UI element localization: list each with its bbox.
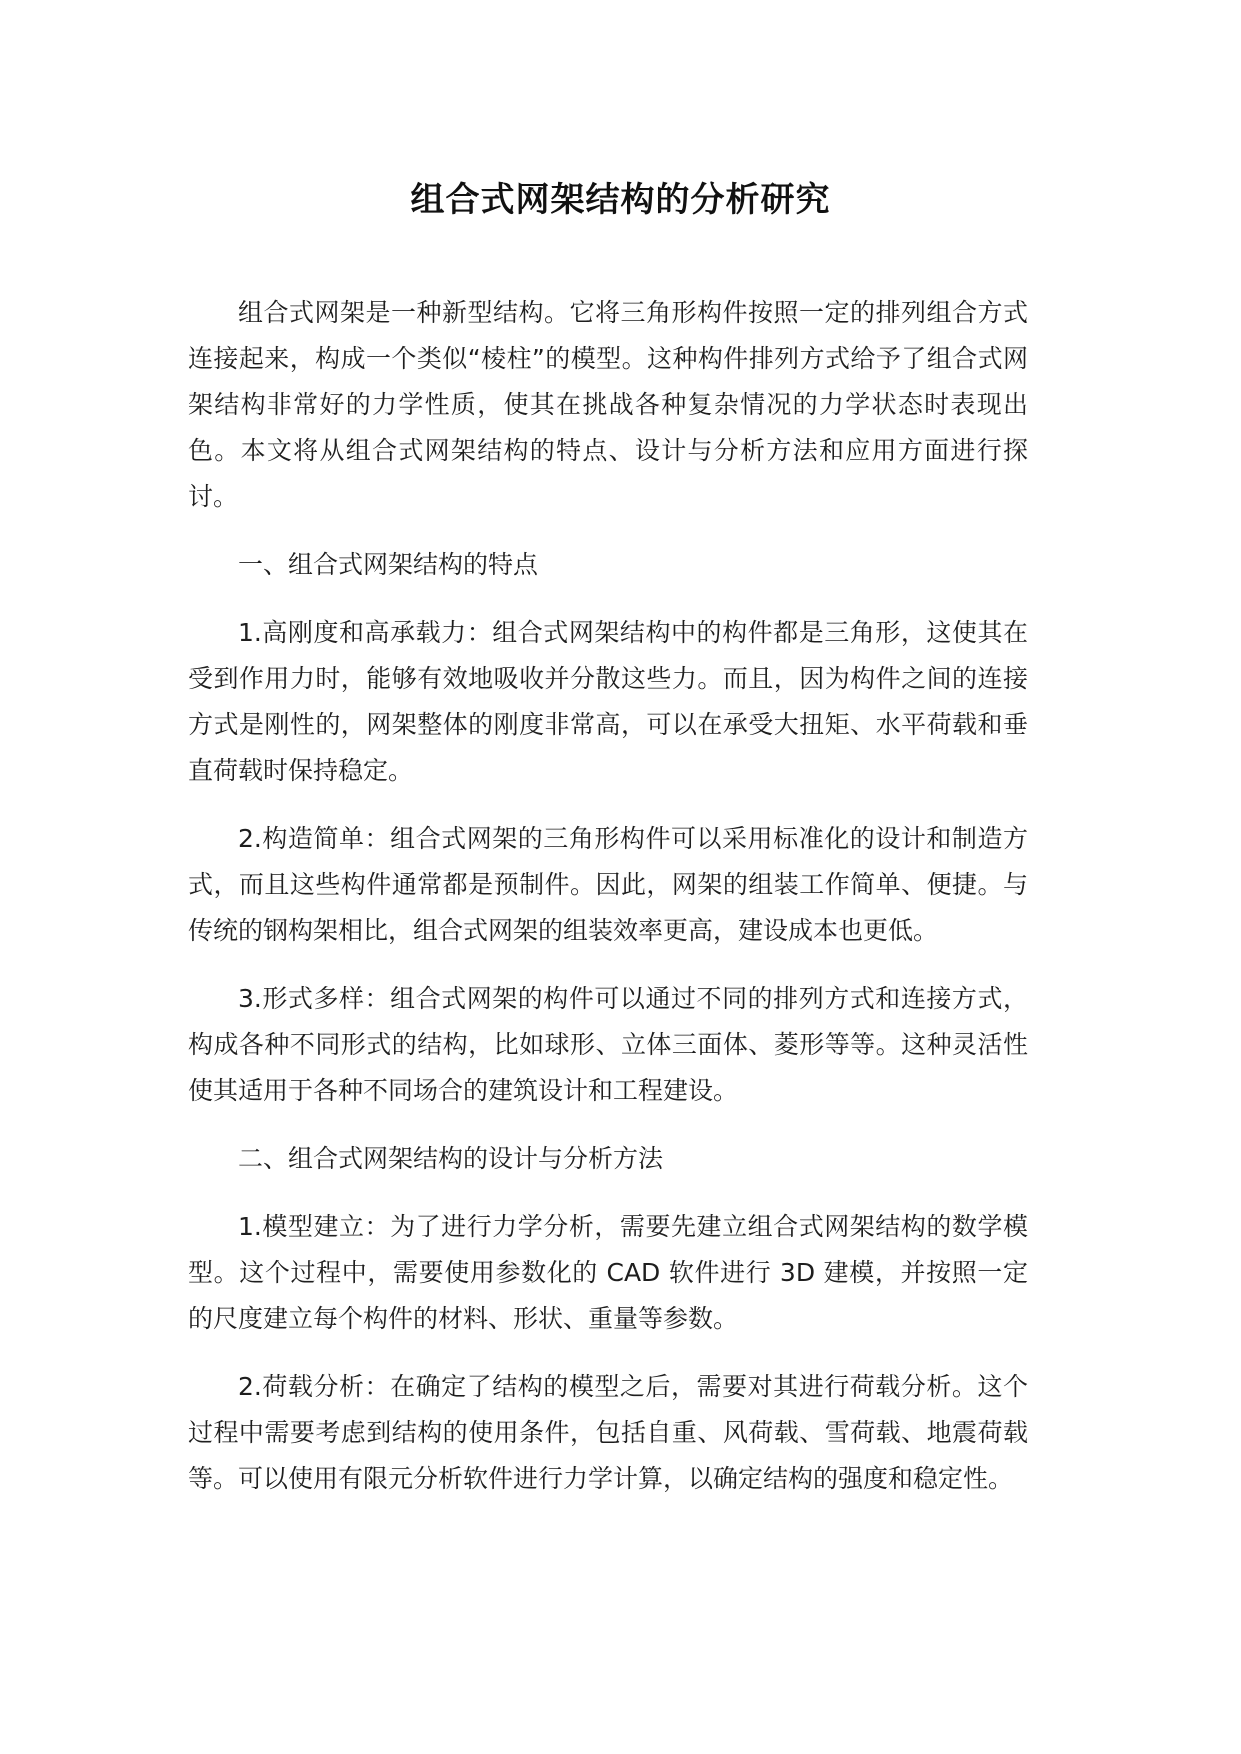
intro-paragraph: 组合式网架是一种新型结构。它将三角形构件按照一定的排列组合方式连接起来，构成一个类似“棱柱”的模型。这种构件排列方式给予了组合式网架结构非常好的力学性质，使其在挑战各种复杂情况的力学状态时表现出色。本文将从组合式网架结构的特点、设计与分析方法和应用方面进行探讨。 (188, 298, 1028, 511)
section-1-paragraph-3: 3.形式多样：组合式网架的构件可以通过不同的排列方式和连接方式，构成各种不同形式的结构，比如球形、立体三面体、菱形等等。这种灵活性使其适用于各种不同场合的建筑设计和工程建设。 (188, 984, 1028, 1105)
document-body (188, 290, 1028, 1524)
section-1-paragraph-2: 2.构造简单：组合式网架的三角形构件可以采用标准化的设计和制造方式，而且这些构件通常都是预制件。因此，网架的组装工作简单、便捷。与传统的钢构架相比，组合式网架的组装效率更高，建设成本也更低。 (188, 824, 1028, 945)
section-2-paragraph-1: 1.模型建立：为了进行力学分析，需要先建立组合式网架结构的数学模型。这个过程中，需要使用参数化的 CAD 软件进行 3D 建模，并按照一定的尺度建立每个构件的材料、形状、重量等参数。 (188, 1212, 1028, 1333)
document-title: 组合式网架结构的分析研究 (410, 180, 831, 220)
section-2-heading: 二、组合式网架结构的设计与分析方法 (238, 1144, 664, 1173)
section-1-paragraph-1: 1.高刚度和高承载力：组合式网架结构中的构件都是三角形，这使其在受到作用力时，能够有效地吸收并分散这些力。而且，因为构件之间的连接方式是刚性的，网架整体的刚度非常高，可以在承受大扭矩、水平荷载和垂直荷载时保持稳定。 (188, 618, 1028, 785)
section-2-paragraph-2: 2.荷载分析：在确定了结构的模型之后，需要对其进行荷载分析。这个过程中需要考虑到结构的使用条件，包括自重、风荷载、雪荷载、地震荷载等。可以使用有限元分析软件进行力学计算，以确定结构的强度和稳定性。 (188, 1372, 1028, 1493)
section-1-heading: 一、组合式网架结构的特点 (238, 550, 539, 579)
